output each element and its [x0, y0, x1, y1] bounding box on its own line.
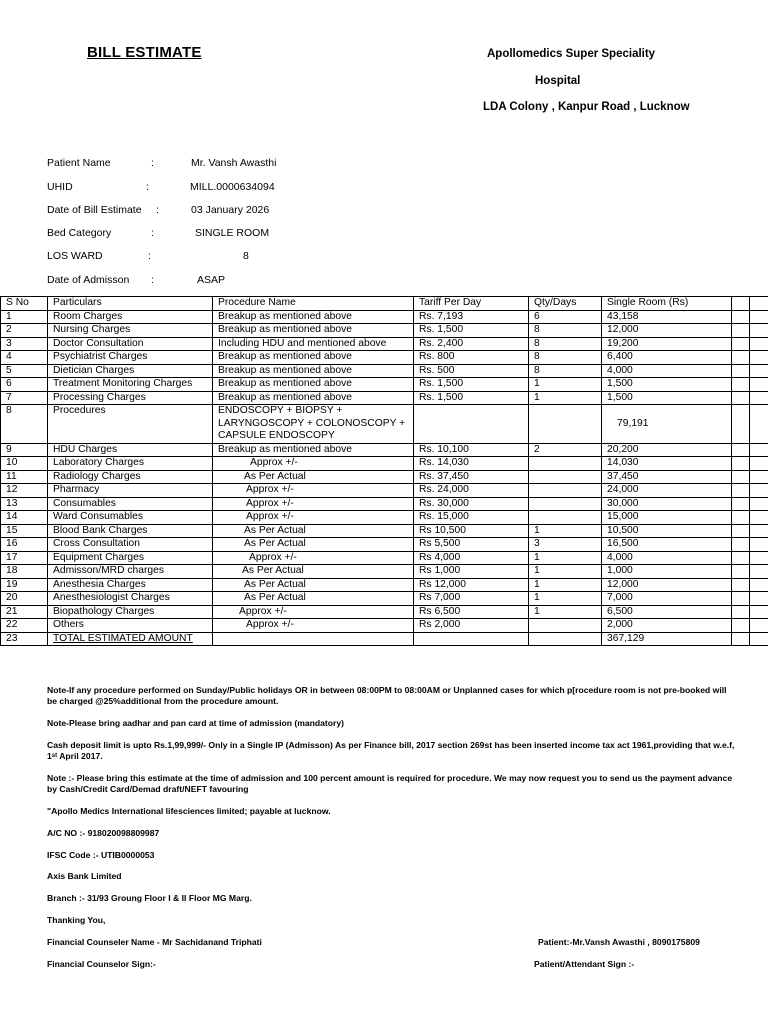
row-qty [529, 405, 602, 444]
row-sno: 7 [1, 391, 48, 405]
row-procedure: Breakup as mentioned above [213, 310, 414, 324]
row-amount: 1,500 [602, 391, 732, 405]
row-procedure: As Per Actual [213, 592, 414, 606]
row-particular: Dietician Charges [48, 364, 213, 378]
row-procedure: Approx +/- [213, 497, 414, 511]
empty-cell [750, 457, 768, 471]
row-tariff: Rs 2,000 [414, 619, 529, 633]
row-particular: Procedures [48, 405, 213, 444]
row-qty [529, 457, 602, 471]
empty-cell [732, 578, 750, 592]
table-row [1, 511, 768, 525]
empty-cell [732, 605, 750, 619]
table-row [1, 524, 768, 538]
colon-separator: : [148, 250, 151, 262]
table-row [1, 391, 768, 405]
row-particular: Treatment Monitoring Charges [48, 378, 213, 392]
row-tariff: Rs. 2,400 [414, 337, 529, 351]
row-amount: 6,400 [602, 351, 732, 365]
row-particular: Cross Consultation [48, 538, 213, 552]
row-tariff: Rs 1,000 [414, 565, 529, 579]
row-sno: 10 [1, 457, 48, 471]
note-id-documents: Note-Please bring aadhar and pan card at time of admission (mandatory) [47, 718, 345, 729]
hospital-address: LDA Colony , Kanpur Road , Lucknow [483, 101, 690, 113]
row-sno: 19 [1, 578, 48, 592]
row-particular: Doctor Consultation [48, 337, 213, 351]
row-qty: 1 [529, 551, 602, 565]
table-row [1, 405, 768, 444]
thanking-line: Thanking You, [47, 915, 106, 926]
row-procedure: Approx +/- [213, 511, 414, 525]
row-particular: Room Charges [48, 310, 213, 324]
row-amount: 4,000 [602, 364, 732, 378]
row-sno: 4 [1, 351, 48, 365]
row-qty: 1 [529, 565, 602, 579]
row-particular: Biopathology Charges [48, 605, 213, 619]
account-number: A/C NO :- 918020098809987 [47, 827, 160, 838]
table-row [1, 443, 768, 457]
bill-date-label: Date of Bill Estimate [47, 204, 142, 216]
empty-cell [732, 551, 750, 565]
row-tariff: Rs. 24,000 [414, 484, 529, 498]
empty-cell [732, 538, 750, 552]
row-sno: 11 [1, 470, 48, 484]
empty-cell [732, 364, 750, 378]
row-amount: 15,000 [602, 511, 732, 525]
col-header-tariff: Tariff Per Day [414, 297, 529, 311]
row-amount: 24,000 [602, 484, 732, 498]
row-sno: 14 [1, 511, 48, 525]
empty-cell [732, 470, 750, 484]
row-amount: 12,000 [602, 324, 732, 338]
row-amount: 16,500 [602, 538, 732, 552]
empty-cell [750, 551, 768, 565]
bank-name: Axis Bank Limited [47, 871, 122, 882]
row-procedure: Breakup as mentioned above [213, 351, 414, 365]
ifsc-code: IFSC Code :- UTIB0000053 [47, 849, 155, 860]
col-header-qty: Qty/Days [529, 297, 602, 311]
row-qty: 1 [529, 605, 602, 619]
row-particular: Admisson/MRD charges [48, 565, 213, 579]
table-row [1, 337, 768, 351]
col-header-sno: S No [1, 297, 48, 311]
empty-cell [750, 632, 768, 646]
row-amount: 2,000 [602, 619, 732, 633]
colon-separator: : [151, 227, 154, 239]
row-tariff: Rs. 500 [414, 364, 529, 378]
empty-cell [732, 592, 750, 606]
row-particular: Anesthesiologist Charges [48, 592, 213, 606]
row-tariff: Rs. 14,030 [414, 457, 529, 471]
row-sno: 22 [1, 619, 48, 633]
row-amount: 12,000 [602, 578, 732, 592]
row-particular: Pharmacy [48, 484, 213, 498]
empty-cell [732, 443, 750, 457]
col-header-particulars: Particulars [48, 297, 213, 311]
row-amount: 1,500 [602, 378, 732, 392]
empty-cell [750, 619, 768, 633]
row-procedure: Approx +/- [213, 605, 414, 619]
empty-cell [750, 565, 768, 579]
table-row [1, 538, 768, 552]
empty-cell [750, 538, 768, 552]
row-procedure [213, 632, 414, 646]
empty-cell [732, 378, 750, 392]
row-particular: Consumables [48, 497, 213, 511]
row-particular: Equipment Charges [48, 551, 213, 565]
row-amount: 367,129 [602, 632, 732, 646]
uhid-value: MILL.0000634094 [190, 181, 275, 193]
hospital-name-line2: Hospital [535, 75, 581, 87]
row-qty: 8 [529, 337, 602, 351]
empty-cell [732, 632, 750, 646]
row-amount: 4,000 [602, 551, 732, 565]
row-procedure: Approx +/- [213, 484, 414, 498]
bed-category-label: Bed Category [47, 227, 112, 239]
empty-cell [750, 592, 768, 606]
row-sno: 6 [1, 378, 48, 392]
table-row [1, 364, 768, 378]
row-amount: 19,200 [602, 337, 732, 351]
empty-cell [732, 524, 750, 538]
empty-cell [750, 511, 768, 525]
row-qty: 1 [529, 592, 602, 606]
row-tariff: Rs. 7,193 [414, 310, 529, 324]
row-amount: 30,000 [602, 497, 732, 511]
table-row [1, 310, 768, 324]
bed-category-value: SINGLE ROOM [195, 227, 270, 239]
admission-date-value: ASAP [197, 274, 226, 286]
row-particular: Radiology Charges [48, 470, 213, 484]
patient-contact: Patient:-Mr.Vansh Awasthi , 8090175809 [538, 937, 700, 947]
row-qty: 2 [529, 443, 602, 457]
table-row [1, 484, 768, 498]
empty-cell [750, 443, 768, 457]
row-sno: 12 [1, 484, 48, 498]
empty-cell [750, 324, 768, 338]
colon-separator: : [156, 204, 159, 216]
empty-cell [732, 310, 750, 324]
uhid-label: UHID [47, 181, 73, 193]
row-particular: Blood Bank Charges [48, 524, 213, 538]
empty-cell [750, 310, 768, 324]
bill-date-value: 03 January 2026 [191, 204, 270, 216]
admission-date-label: Date of Admisson [47, 274, 130, 286]
row-procedure: Breakup as mentioned above [213, 364, 414, 378]
row-tariff: Rs 6,500 [414, 605, 529, 619]
empty-cell [732, 484, 750, 498]
row-tariff [414, 405, 529, 444]
empty-cell [750, 484, 768, 498]
empty-cell [750, 578, 768, 592]
table-row [1, 578, 768, 592]
payee-name: "Apollo Medics International lifesciences limited; payable at lucknow. [47, 806, 331, 817]
note-cash-limit: Cash deposit limit is upto Rs.1,99,999/- Only in a Single IP (Admisson) As per Finance bill, 2017 section 269st has been inserted income tax act 1961,providing that w.e.f, 1st April 2017. [47, 739, 735, 762]
row-procedure: ENDOSCOPY + BIOPSY + LARYNGOSCOPY + COLONOSCOPY + CAPSULE ENDOSCOPY [213, 405, 414, 444]
row-qty: 1 [529, 524, 602, 538]
bill-table [0, 296, 768, 646]
empty-cell [750, 391, 768, 405]
table-row [1, 470, 768, 484]
row-qty: 6 [529, 310, 602, 324]
row-particular: Laboratory Charges [48, 457, 213, 471]
row-qty: 3 [529, 538, 602, 552]
row-qty: 1 [529, 578, 602, 592]
row-procedure: Breakup as mentioned above [213, 324, 414, 338]
row-tariff: Rs 12,000 [414, 578, 529, 592]
row-sno: 15 [1, 524, 48, 538]
row-sno: 13 [1, 497, 48, 511]
table-row [1, 378, 768, 392]
row-amount: 1,000 [602, 565, 732, 579]
patient-name-label: Patient Name [47, 157, 111, 169]
colon-separator: : [151, 157, 154, 169]
row-particular: TOTAL ESTIMATED AMOUNT [48, 632, 213, 646]
row-tariff: Rs. 1,500 [414, 378, 529, 392]
row-qty [529, 511, 602, 525]
col-header-procedure: Procedure Name [213, 297, 414, 311]
empty-cell [732, 511, 750, 525]
row-procedure: As Per Actual [213, 578, 414, 592]
row-procedure: Breakup as mentioned above [213, 443, 414, 457]
row-amount: 37,450 [602, 470, 732, 484]
row-particular: HDU Charges [48, 443, 213, 457]
row-qty: 8 [529, 364, 602, 378]
row-sno: 1 [1, 310, 48, 324]
empty-cell [732, 351, 750, 365]
row-sno: 23 [1, 632, 48, 646]
table-row [1, 605, 768, 619]
row-qty [529, 619, 602, 633]
row-procedure: Approx +/- [213, 551, 414, 565]
row-sno: 18 [1, 565, 48, 579]
row-procedure: As Per Actual [213, 470, 414, 484]
row-tariff: Rs. 1,500 [414, 391, 529, 405]
row-sno: 21 [1, 605, 48, 619]
row-procedure: Including HDU and mentioned above [213, 337, 414, 351]
table-row [1, 565, 768, 579]
row-tariff: Rs. 1,500 [414, 324, 529, 338]
row-sno: 16 [1, 538, 48, 552]
table-header-row [1, 297, 768, 311]
empty-cell [732, 457, 750, 471]
hospital-name-line1: Apollomedics Super Speciality [487, 48, 656, 60]
table-row [1, 457, 768, 471]
empty-cell [750, 351, 768, 365]
empty-cell [750, 605, 768, 619]
table-row [1, 632, 768, 646]
row-amount: 20,200 [602, 443, 732, 457]
row-amount: 7,000 [602, 592, 732, 606]
row-sno: 5 [1, 364, 48, 378]
counselor-sign: Financial Counselor Sign:- [47, 958, 156, 969]
row-tariff: Rs 4,000 [414, 551, 529, 565]
row-tariff [414, 632, 529, 646]
row-particular: Others [48, 619, 213, 633]
note-holiday-surcharge: Note-If any procedure performed on Sunday/Public holidays OR in between 08:00PM to 08:00AM or Unplanned cases for which p[rocedure room is not pre-booked will be charged @25%additional from the procedure amount. [47, 685, 727, 707]
row-particular: Processing Charges [48, 391, 213, 405]
empty-cell [732, 337, 750, 351]
row-qty [529, 484, 602, 498]
row-tariff: Rs 10,500 [414, 524, 529, 538]
page-title: BILL ESTIMATE [87, 44, 202, 61]
row-qty: 1 [529, 391, 602, 405]
empty-cell [750, 337, 768, 351]
table-row [1, 551, 768, 565]
los-ward-label: LOS WARD [47, 250, 103, 262]
row-amount: 10,500 [602, 524, 732, 538]
empty-cell [732, 619, 750, 633]
row-procedure: As Per Actual [213, 524, 414, 538]
note-payment-advance: Note :- Please bring this estimate at the time of admission and 100 percent amount is required for procedure. We may now request you to send us the payment advance by Cash/Credit Card/Demad draft/NEFT favouring [47, 772, 733, 795]
table-row [1, 619, 768, 633]
row-qty: 1 [529, 378, 602, 392]
patient-name-value: Mr. Vansh Awasthi [191, 157, 277, 169]
row-sno: 2 [1, 324, 48, 338]
row-qty [529, 632, 602, 646]
row-procedure: Approx +/- [213, 619, 414, 633]
colon-separator: : [151, 274, 154, 286]
empty-cell [750, 378, 768, 392]
row-sno: 8 [1, 405, 48, 444]
empty-cell [750, 524, 768, 538]
empty-cell [732, 391, 750, 405]
row-procedure: Breakup as mentioned above [213, 391, 414, 405]
row-qty [529, 470, 602, 484]
colon-separator: : [146, 181, 149, 193]
table-row [1, 592, 768, 606]
row-procedure: Approx +/- [213, 457, 414, 471]
row-procedure: Breakup as mentioned above [213, 378, 414, 392]
table-row [1, 497, 768, 511]
empty-cell [750, 470, 768, 484]
row-tariff: Rs. 37,450 [414, 470, 529, 484]
row-sno: 20 [1, 592, 48, 606]
empty-cell [750, 497, 768, 511]
empty-cell [750, 364, 768, 378]
row-tariff: Rs 7,000 [414, 592, 529, 606]
counselor-name: Financial Counseler Name - Mr Sachidanand Triphati [47, 936, 262, 947]
row-particular: Anesthesia Charges [48, 578, 213, 592]
row-tariff: Rs 5,500 [414, 538, 529, 552]
table-row [1, 351, 768, 365]
row-procedure: As Per Actual [213, 538, 414, 552]
branch-address: Branch :- 31/93 Groung Floor I & II Floor MG Marg. [47, 893, 252, 904]
row-tariff: Rs. 30,000 [414, 497, 529, 511]
row-tariff: Rs. 800 [414, 351, 529, 365]
row-particular: Ward Consumables [48, 511, 213, 525]
row-qty: 8 [529, 324, 602, 338]
row-amount: 79,191 [602, 405, 732, 444]
empty-cell [732, 405, 750, 444]
col-header-amount: Single Room (Rs) [602, 297, 732, 311]
empty-cell [732, 497, 750, 511]
los-ward-value: 8 [243, 250, 249, 262]
empty-cell [732, 297, 750, 311]
row-procedure: As Per Actual [213, 565, 414, 579]
patient-sign: Patient/Attendant Sign :- [534, 959, 635, 969]
row-sno: 17 [1, 551, 48, 565]
row-tariff: Rs. 15,000 [414, 511, 529, 525]
row-amount: 14,030 [602, 457, 732, 471]
row-qty: 8 [529, 351, 602, 365]
empty-cell [732, 324, 750, 338]
row-particular: Nursing Charges [48, 324, 213, 338]
row-amount: 43,158 [602, 310, 732, 324]
row-tariff: Rs. 10,100 [414, 443, 529, 457]
empty-cell [732, 565, 750, 579]
table-row [1, 324, 768, 338]
row-sno: 9 [1, 443, 48, 457]
row-qty [529, 497, 602, 511]
empty-cell [750, 405, 768, 444]
row-particular: Psychiatrist Charges [48, 351, 213, 365]
row-sno: 3 [1, 337, 48, 351]
empty-cell [750, 297, 768, 311]
row-amount: 6,500 [602, 605, 732, 619]
